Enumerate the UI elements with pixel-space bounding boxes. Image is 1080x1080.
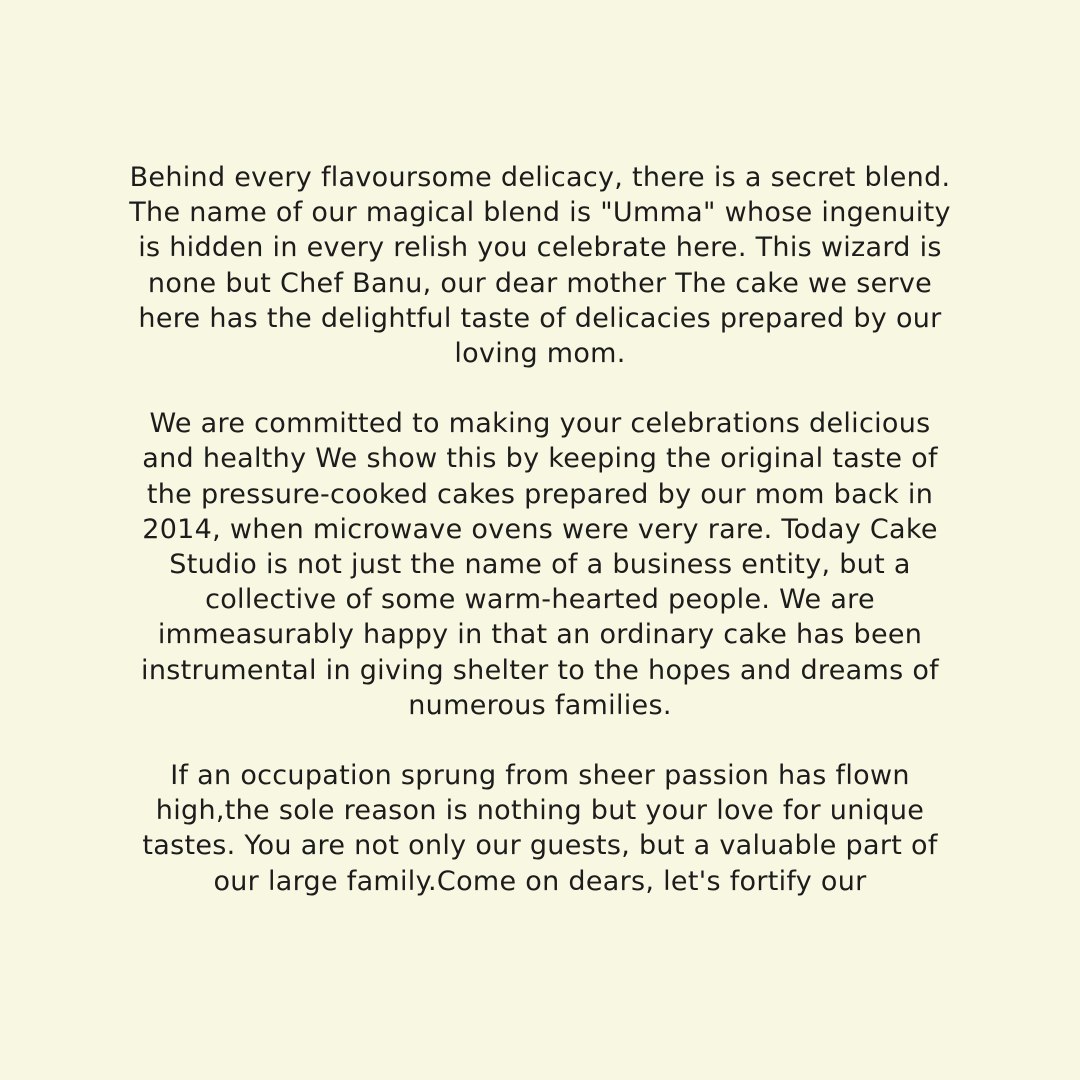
text-line: The name of our magical blend is "Umma" whose ingenuity xyxy=(129,197,951,229)
text-line: none but Chef Banu, our dear mother The cake we serve xyxy=(147,267,933,299)
text-line: is hidden in every relish you celebrate here. This wizard is xyxy=(138,232,942,264)
text-line: and healthy We show this by keeping the original taste of xyxy=(142,443,938,475)
text-line: Behind every flavoursome delicacy, there is a secret blend. xyxy=(129,162,951,193)
paragraph-1 xyxy=(80,160,1000,371)
paragraph-2 xyxy=(80,406,1000,723)
text-line: the pressure-cooked cakes prepared by our mom back in xyxy=(146,478,934,510)
text-line: numerous families. xyxy=(408,689,672,721)
text-line: 2014, when microwave ovens were very rare. Today Cake xyxy=(142,513,938,545)
about-text-block xyxy=(80,160,1000,899)
text-line: high,the sole reason is nothing but your love for unique xyxy=(155,795,925,827)
text-line: If an occupation sprung from sheer passion has flown xyxy=(170,760,910,792)
text-line: We are committed to making your celebrations delicious xyxy=(149,408,931,440)
text-line: loving mom. xyxy=(454,338,626,370)
text-line: our large family.Come on dears, let's fortify our xyxy=(213,865,867,897)
text-line: Studio is not just the name of a business entity, but a xyxy=(169,549,911,581)
text-line: collective of some warm-hearted people. We are xyxy=(205,584,875,616)
text-line: here has the delightful taste of delicacies prepared by our xyxy=(138,302,942,334)
text-line: immeasurably happy in that an ordinary cake has been xyxy=(157,619,923,651)
text-line: tastes. You are not only our guests, but a valuable part of xyxy=(142,830,938,862)
paragraph-3 xyxy=(80,758,1000,899)
text-line: instrumental in giving shelter to the hopes and dreams of xyxy=(141,654,939,686)
